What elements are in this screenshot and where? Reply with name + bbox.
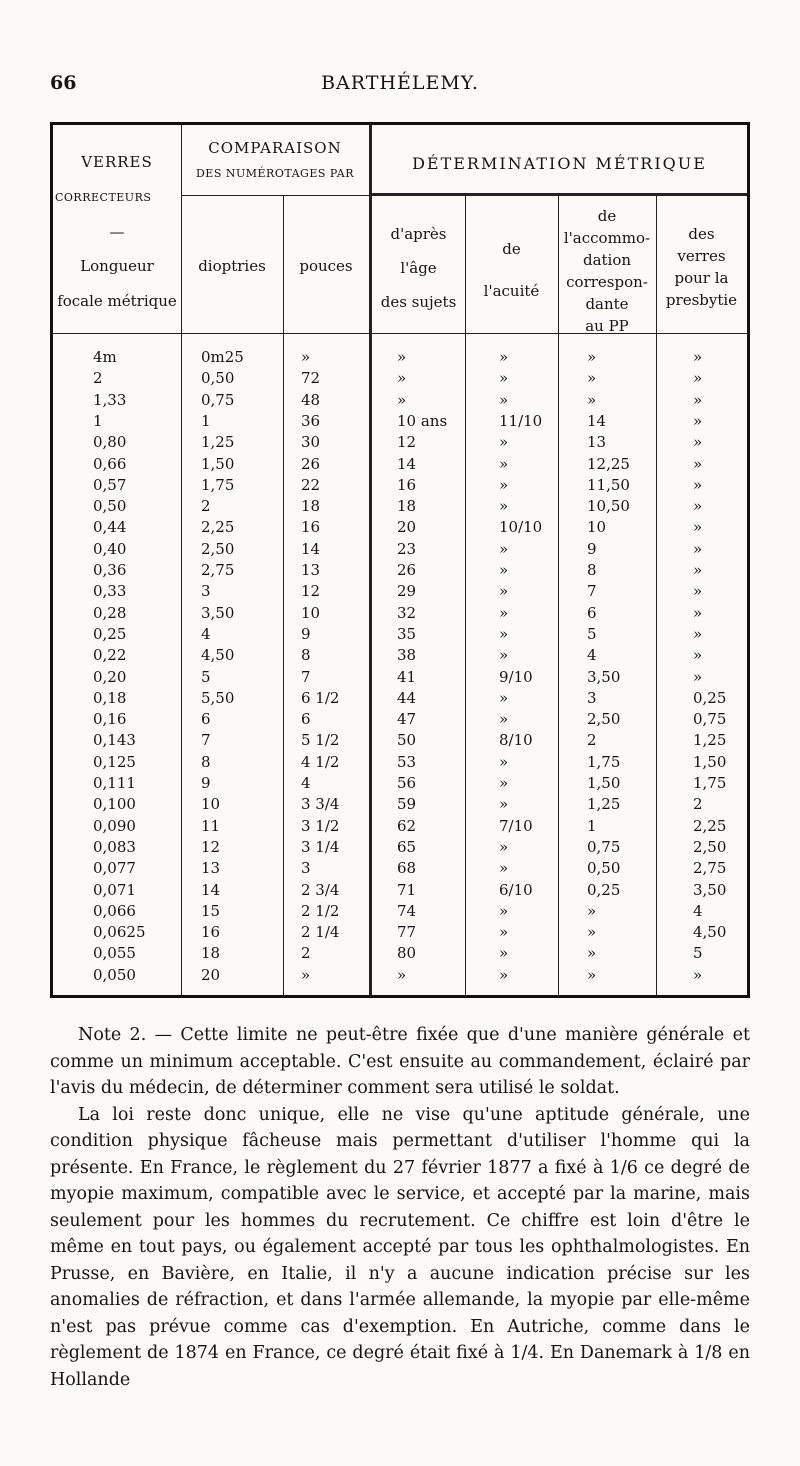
table-row [53,517,747,537]
table-cell: 23 [397,539,417,558]
table-cell: 0,44 [93,518,127,537]
table-cell: 8/10 [499,731,533,750]
table-cell: 13 [587,433,607,452]
table-cell: » [499,497,509,516]
table-cell: 0,090 [93,816,136,835]
table-cell: » [499,965,509,984]
table-row [53,390,747,410]
table-cell: 18 [201,944,221,963]
table-cell: 3 [301,859,311,878]
table-row [53,901,747,921]
table-cell: » [693,433,703,452]
table-cell: 0,066 [93,901,136,920]
table-cell: 0,0625 [93,923,146,942]
col-age-a: d'après [390,225,447,243]
table-cell: » [693,348,703,366]
table-cell: » [499,348,509,366]
table-cell: 13 [301,561,321,579]
col-verres-dash: — [109,223,125,241]
table-cell: 20 [201,965,221,984]
table-cell: 2,25 [693,816,727,835]
col-pouces: pouces [299,257,353,275]
table-cell: 12 [201,837,221,856]
table-cell: 53 [397,752,417,771]
table-cell: 6 1/2 [301,688,340,707]
table-cell: 0,077 [93,859,136,878]
table-cell: 0,75 [587,837,621,856]
table-cell: 4,50 [201,646,235,665]
col-pres-b: verres [677,247,726,265]
table-cell: 0,055 [93,944,136,963]
table-cell: » [693,475,703,494]
table-row [53,816,747,836]
table-cell: 4 1/2 [301,752,340,771]
table-cell: 10 [587,518,607,537]
table-cell: » [499,539,509,558]
table-cell: » [587,901,597,920]
table-cell: 1,75 [693,774,727,792]
table-cell: 6 [301,710,311,729]
table-cell: 26 [301,454,321,473]
table-cell: 0,20 [93,667,127,686]
table-cell: » [693,624,703,643]
table-cell: 32 [397,603,417,622]
body-paragraph: La loi reste donc unique, elle ne vise qu'une aptitude générale, une condition physique fâcheuse mais permettant d'utiliser l'homme qui la présente. En France, le règlement du 27 février 1877 a fixé à 1/6 ce degré de myopie maximum, compatible avec le service, et accepté par la marine, mais seulement pour les hommes du recrutement. Ce chiffre est loin d'être le même en tout pays, ou également accepté par tous les ophthalmologistes. En Prusse, en Bavière, en Italie, il n'y a aucune indication précise sur les anomalies de réfraction, et dans l'armée allemande, la myopie par elle-même n'est pas prévue comme cas d'exemption. En Autriche, comme dans le règlement de 1874 en France, ce degré était fixé à 1/4. En Danemark à 1/8 en Hollande [50,1104,750,1390]
table-cell: » [587,348,597,366]
table-cell: 14 [301,539,321,558]
table-cell: 0,50 [93,497,127,516]
comparaison-title: COMPARAISON [208,139,342,157]
header-rule [181,195,369,196]
col-verres-sub: CORRECTEURS [55,191,152,204]
table-cell: » [397,390,407,409]
col-acc-f: au PP [585,317,629,335]
table-cell: 65 [397,837,417,856]
table-cell: 3 1/2 [301,816,340,835]
table-cell: 1,25 [201,433,235,452]
table-cell: 44 [397,688,417,707]
page-number: 66 [50,72,77,94]
table-cell: 9 [301,624,311,643]
table-cell: 1,50 [587,774,621,792]
col-age-c: des sujets [380,293,457,311]
table-cell: » [499,774,509,792]
table-row [53,965,747,985]
table-cell: » [499,433,509,452]
table-cell: » [499,603,509,622]
table-cell: 0,40 [93,539,127,558]
refraction-table [50,122,750,998]
table-cell: 3 [201,582,211,601]
table-cell: 50 [397,731,417,750]
table-row [53,709,747,729]
table-cell: 9/10 [499,667,533,686]
table-row [53,432,747,452]
table-cell: 0,57 [93,475,127,494]
table-cell: 0,75 [201,390,235,409]
table-cell: » [587,390,597,409]
table-cell: » [693,667,703,686]
table-cell: 74 [397,901,417,920]
table-cell: » [499,369,509,388]
table-cell: 12,25 [587,454,630,473]
table-cell: » [587,369,597,388]
table-cell: 1,33 [93,390,127,409]
table-cell: » [499,923,509,942]
header-rule [372,193,747,196]
table-cell: 2,75 [201,561,235,579]
table-cell: 0,28 [93,603,127,622]
table-cell: 3,50 [693,880,727,899]
table-cell: 11 [201,816,221,835]
table-cell: 0,25 [93,624,127,643]
table-cell: » [499,561,509,579]
table-cell: » [499,624,509,643]
table-cell: 2,50 [201,539,235,558]
table-cell: 14 [201,880,221,899]
table-cell: 4 [201,624,211,643]
table-cell: » [499,475,509,494]
table-cell: » [693,390,703,409]
table-cell: 5 1/2 [301,731,340,750]
table-cell: 0,143 [93,731,136,750]
table-cell: 16 [301,518,321,537]
table-cell: 7 [201,731,211,750]
table-cell: 1 [201,411,211,430]
table-row [53,880,747,900]
table-cell: 38 [397,646,417,665]
table-row [53,943,747,963]
table-cell: 4 [301,774,311,792]
table-cell: 1 [587,816,597,835]
table-cell: » [397,369,407,388]
table-row [53,624,747,644]
col-acc-a: de [597,207,617,225]
table-cell: » [693,539,703,558]
table-cell: 30 [301,433,321,452]
col-pres-a: des [688,225,715,243]
table-cell: 15 [201,901,221,920]
table-cell: 1,50 [693,752,727,771]
table-cell: 0,50 [201,369,235,388]
table-cell: » [587,944,597,963]
table-cell: 36 [301,411,321,430]
table-cell: 1,75 [201,475,235,494]
table-cell: 8 [587,561,597,579]
table-cell: 7 [587,582,597,601]
table-cell: 0,36 [93,561,127,579]
table-cell: 0m25 [201,348,244,366]
table-cell: » [499,859,509,878]
table-row [53,922,747,942]
table-cell: 10/10 [499,518,543,537]
table-cell: » [693,369,703,388]
table-cell: 3,50 [201,603,235,622]
table-row [53,730,747,750]
table-cell: 47 [397,710,417,729]
table-cell: » [499,454,509,473]
table-cell: 5 [693,944,703,963]
table-row [53,794,747,814]
table-cell: » [397,348,407,366]
col-acc-b: l'accommo- [563,229,651,247]
table-cell: 1,50 [201,454,235,473]
table-cell: 3 1/4 [301,837,340,856]
table-cell: 11/10 [499,411,543,430]
table-cell: 2 3/4 [301,880,340,899]
table-row [53,347,747,367]
comparaison-sub: DES NUMÉROTAGES PAR [195,167,355,180]
table-cell: 18 [397,497,417,516]
table-cell: 2,50 [587,710,621,729]
table-cell: 0,50 [587,859,621,878]
table-cell: » [693,497,703,516]
table-cell: 2 [301,944,311,963]
table-cell: » [301,348,311,366]
table-cell: » [693,411,703,430]
table-cell: 12 [397,433,417,452]
table-cell: 14 [587,411,607,430]
col-pres-c: pour la [674,269,729,287]
table-cell: 16 [201,923,221,942]
table-cell: 0,111 [93,774,136,792]
table-row [53,496,747,516]
table-cell: » [499,646,509,665]
col-focale-label: focale métrique [57,292,177,310]
table-cell: 18 [301,497,321,516]
col-acuity-a: de [502,240,521,258]
table-cell: 22 [301,475,321,494]
table-row [53,667,747,687]
table-cell: 1,75 [587,752,621,771]
table-cell: 2,50 [693,837,727,856]
body-text [50,1022,750,1393]
table-cell: 35 [397,624,417,643]
table-cell: 2,25 [201,518,235,537]
table-cell: 16 [397,475,417,494]
table-row [53,858,747,878]
table-cell: 62 [397,816,417,835]
table-row [53,837,747,857]
table-row [53,752,747,772]
determination-title: DÉTERMINATION MÉTRIQUE [412,154,707,173]
table-cell: 72 [301,369,321,388]
table-cell: » [499,710,509,729]
table-cell: 0,75 [693,710,727,729]
table-cell: 6 [587,603,597,622]
table-cell: 0,125 [93,752,136,771]
table-cell: 8 [201,752,211,771]
col-acc-e: dante [585,295,629,313]
table-cell: 3 3/4 [301,795,340,814]
table-cell: 14 [397,454,417,473]
col-acuity-b: l'acuité [483,282,540,300]
table-cell: » [499,688,509,707]
table-cell: 2 [693,795,703,814]
table-cell: 3,50 [587,667,621,686]
page-header [50,72,750,102]
table-cell: » [499,582,509,601]
col-dioptries: dioptries [198,257,266,275]
table-cell: 2 1/2 [301,901,340,920]
table-cell: » [693,454,703,473]
table-cell: » [587,965,597,984]
table-cell: » [499,837,509,856]
table-cell: 48 [301,390,321,409]
table-cell: 4,50 [693,923,727,942]
table-cell: 0,25 [587,880,621,899]
table-cell: 9 [587,539,597,558]
table-cell: 1,25 [693,731,727,750]
table-cell: 2 [587,731,597,750]
table-cell: » [499,901,509,920]
table-cell: » [499,752,509,771]
table-cell: 11,50 [587,475,630,494]
table-cell: 77 [397,923,417,942]
table-cell: 80 [397,944,417,963]
table-cell: 5 [587,624,597,643]
table-row [53,603,747,623]
table-cell: 0,18 [93,688,127,707]
table-cell: 10 ans [397,411,448,430]
table-cell: » [499,944,509,963]
table-cell: 2,75 [693,859,727,878]
table-cell: 56 [397,774,417,792]
table-row [53,645,747,665]
table-cell: 71 [397,880,417,899]
table-cell: 2 [93,369,103,388]
table-cell: 3 [587,688,597,707]
table-cell: 0,25 [693,688,727,707]
table-cell: 0,66 [93,454,127,473]
table-cell: » [693,603,703,622]
table-cell: 13 [201,859,221,878]
table-cell: » [693,965,703,984]
table-cell: 2 [201,497,211,516]
table-cell: 0,050 [93,965,136,984]
table-row [53,475,747,495]
table-row [53,411,747,431]
table-row [53,688,747,708]
table-cell: » [693,582,703,601]
table-cell: 59 [397,795,417,814]
table-cell: 0,80 [93,433,127,452]
table-cell: 6 [201,710,211,729]
table-cell: 0,33 [93,582,127,601]
table-cell: 68 [397,859,417,878]
table-row [53,773,747,793]
table-cell: 0,16 [93,710,127,729]
col-pres-d: presbytie [665,291,738,309]
table-cell: 4 [587,646,597,665]
table-cell: » [301,965,311,984]
table-cell: » [499,795,509,814]
table-cell: » [587,923,597,942]
table-cell: 10 [301,603,321,622]
table-cell: 26 [397,561,417,579]
col-verres-title: VERRES [81,153,153,171]
table-row [53,581,747,601]
table-cell: 10 [201,795,221,814]
table-cell: » [693,561,703,579]
table-row [53,560,747,580]
table-cell: 0,100 [93,795,136,814]
table-cell: 7 [301,667,311,686]
table-cell: 5 [201,667,211,686]
table-cell: » [397,965,407,984]
table-cell: 41 [397,667,417,686]
table-row [53,539,747,559]
table-cell: 4m [93,348,117,366]
running-title: BARTHÉLEMY. [321,72,479,94]
table-row [53,368,747,388]
col-age-b: l'âge [400,259,437,277]
col-longueur-label: Longueur [80,257,154,275]
table-cell: » [693,646,703,665]
note-paragraph: Note 2. — Cette limite ne peut-être fixée que d'une manière générale et comme un minimum acceptable. C'est ensuite au commandement, éclairé par l'avis du médecin, de déterminer comment sera utilisé le soldat. [50,1025,750,1098]
table-cell: 5,50 [201,688,235,707]
col-acc-c: dation [582,251,632,269]
table-cell: » [693,518,703,537]
table-cell: 6/10 [499,880,533,899]
table-cell: 8 [301,646,311,665]
table-cell: 9 [201,774,211,792]
table-row [53,454,747,474]
table-cell: 0,083 [93,837,136,856]
table-cell: 0,071 [93,880,136,899]
table-cell: 4 [693,901,703,920]
table-cell: 12 [301,582,321,601]
table-cell: 0,22 [93,646,127,665]
table-cell: 7/10 [499,816,533,835]
col-acc-d: correspon- [566,273,648,291]
table-cell: 1,25 [587,795,621,814]
table-cell: 2 1/4 [301,923,340,942]
table-cell: 1 [93,411,103,430]
table-cell: 29 [397,582,417,601]
table-cell: 10,50 [587,497,630,516]
table-cell: » [499,390,509,409]
table-cell: 20 [397,518,417,537]
